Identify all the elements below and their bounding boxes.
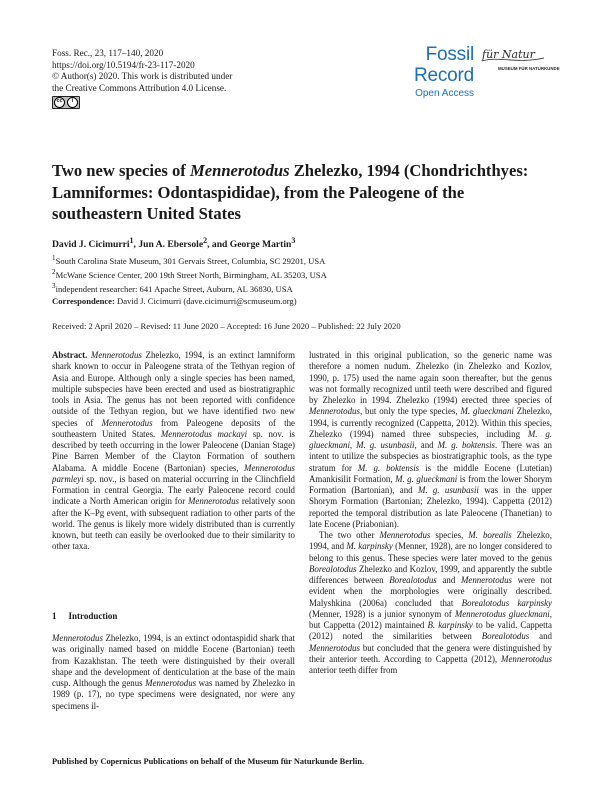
author-1-affil: 1	[129, 236, 134, 245]
open-access-label: Open Access	[415, 88, 474, 99]
affiliation-1	[52, 253, 327, 267]
italic-taxon: M. g. usunbasii	[356, 440, 415, 450]
cc-icon: cc	[54, 97, 65, 108]
text-run: is the middle Eocene (Lutetian) Amankisilit Formation,	[309, 462, 552, 484]
italic-taxon: M. karpinsky	[346, 541, 393, 552]
text-run: sp. nov., is based on material occurring in the Clinchfield Formation in central Georgia. The early Paleocene record could indicate a North American origin for	[52, 473, 295, 507]
author-3-affil: 3	[291, 236, 296, 245]
text-run: anterior teeth differ from	[309, 665, 398, 675]
abstract-label: Abstract.	[52, 350, 88, 360]
affiliation-text: independent researcher: 641 Apache Street, Auburn, AL 36830, USA	[55, 283, 293, 294]
text-run: , and	[414, 440, 438, 450]
publication-dates: Received: 2 April 2020 – Revised: 11 June 2020 – Accepted: 16 June 2020 – Published: 22 July 2020	[52, 321, 401, 331]
text-run: Zhelezko and Kozlov, 1999, and apparently the subtle differences between	[309, 563, 552, 585]
correspondence-label: Correspondence:	[52, 296, 115, 306]
italic-taxon: Borealotodus	[389, 575, 437, 585]
italic-taxon: M. g. glueckmani	[309, 428, 552, 450]
italic-taxon: M. g. boktensis	[357, 462, 420, 473]
intro-paragraph	[52, 633, 295, 712]
journal-name: Fossil Record	[413, 44, 474, 86]
citation-block	[52, 48, 232, 109]
text-run: were not evident when the morphologies were originally described. Malyshkina (2006a) concluded that	[309, 575, 552, 608]
text-run: Zhelezko, 1994, is an extinct odontaspidid shark that was originally named based on middle Eocene (Bartonian) teeth from Kazakhstan. The teeth were distinguished by their overall shape and the development of denticulation at the base of the main cusp. Although the genus	[52, 633, 295, 688]
title-genus: Mennerotodus	[189, 161, 290, 180]
section-number: 1	[52, 611, 57, 621]
affiliation-3	[52, 281, 327, 295]
doi-link[interactable]: https://doi.org/10.5194/fr-23-117-2020	[52, 59, 195, 70]
author-list	[52, 236, 295, 250]
affiliation-number: 1	[52, 254, 56, 262]
museum-logo-script: für Natur	[482, 48, 535, 61]
affiliation-number: 3	[52, 282, 56, 291]
text-run: , but Cappetta (2012) maintained	[309, 608, 552, 630]
italic-taxon: Borealotodus	[481, 631, 530, 642]
text-run: Zhelezko, 1994, and	[309, 530, 552, 552]
attribution-icon: i	[67, 97, 78, 108]
italic-taxon: Mennerotodus	[461, 575, 512, 585]
text-run: to be valid. Cappetta (2012) noted the similarities between	[309, 620, 552, 642]
text-run: (Menner, 1928), are no longer considered to belong to this genus. These species were later moved to the genus	[309, 541, 552, 563]
italic-taxon: Mennerotodus	[52, 633, 103, 643]
author-1: David J. Cicimurri	[52, 239, 130, 251]
text-run: Zhelezko, 1994, is currently recognized (Cappetta, 2012). Within this species, Zhelezko (1994) named three subspecies, including	[309, 406, 552, 439]
italic-taxon: Mennerotodus glueckmani	[454, 608, 550, 619]
abstract-text	[52, 350, 295, 551]
abstract	[52, 350, 295, 553]
text-run: , but only the type species,	[359, 406, 461, 417]
text-run: . There was an intent to utilize the subspecies as biostratigraphic tools, as the type stratum for	[309, 440, 552, 473]
text-run: and	[436, 575, 462, 585]
text-run: The two other	[319, 530, 380, 540]
text-run: ,	[349, 440, 357, 450]
paragraph-text	[309, 530, 552, 675]
article-title	[52, 160, 552, 225]
italic-taxon: M. g. usunbasii	[417, 485, 479, 495]
affiliation-number: 2	[52, 268, 56, 277]
italic-taxon: Mennerotodus	[101, 417, 153, 428]
title-part-2: Zhelezko, 1994 (Chondrichthyes: Lamniformes: Odontaspididae), from the Paleogene of the southeastern United States	[52, 161, 529, 223]
copyright-line: © Author(s) 2020. This work is distributed under	[52, 71, 233, 82]
affiliation-2	[52, 267, 327, 281]
italic-taxon: Mennerotodus	[309, 642, 360, 653]
section-title: Introduction	[68, 611, 118, 621]
introduction-body	[52, 633, 295, 712]
journal-citation: Foss. Rec., 23, 117–140, 2020	[52, 48, 164, 58]
italic-taxon: Mennerotodus	[145, 678, 197, 688]
text-run: but concluded that the genera were distinguished by their anterior teeth. According to Cappetta (2012),	[309, 642, 552, 664]
publisher-footer: Published by Copernicus Publications on behalf of the Museum für Naturkunde Berlin.	[52, 757, 365, 766]
italic-taxon: Mennerotodus	[379, 530, 431, 540]
museum-logo	[478, 44, 560, 82]
title-part-1: Two new species of	[52, 161, 190, 180]
author-3: , and George Martin	[207, 239, 292, 251]
italic-taxon: Borealotodus karpinsky	[461, 597, 552, 608]
text-run: from Paleogene deposits of the southeastern United States.	[52, 417, 295, 439]
journal-logo	[362, 44, 474, 100]
correspondence-text: David J. Cicimurri (dave.cicimurri@scmuseum.org)	[114, 296, 297, 306]
affiliation-text: South Carolina State Museum, 301 Gervais Street, Columbia, SC 29201, USA	[55, 255, 326, 266]
text-run: Zhelezko, 1994, is an extinct lamniform shark known to occur in Paleogene strata of the Tethyan region of Asia and Europe. Although only a single species has been named, multiple subspecies have been erected and used as biostratigraphic tools in Asia. The genus has not been reported with confidence outside of the Tethyan region, but we have identified two new species of	[52, 350, 295, 428]
correspondence	[52, 296, 297, 306]
text-run: lustrated in this original publication, so the generic name was therefore a nomen nudum. Zhelezko (in Zhelezko and Kozlov, 1990, p. 175) used the name again soon thereafter, but the genus was not formally recognized until teeth were described and figured by Zhelezko in 1994. Zhelezko (1994) erected three species of	[309, 350, 552, 405]
section-heading	[52, 611, 117, 621]
italic-taxon: M. g. boktensis	[437, 440, 495, 450]
text-run: (Menner, 1928) is a junior synonym of	[309, 608, 455, 619]
affiliations	[52, 253, 327, 295]
text-run: is from the lower Shorym Formation (Bartonian), and	[309, 473, 552, 495]
italic-taxon: Mennerotodus	[188, 496, 239, 507]
text-run: was named by Zhelezko in 1989 (p. 17), no type specimens were designated, nor were any specimens il-	[52, 678, 295, 711]
intro-paragraph-cont	[309, 350, 552, 530]
intro-paragraph-2	[309, 530, 552, 676]
abstract-paragraph	[52, 350, 295, 553]
italic-taxon: Mennerotodus mackayi	[160, 428, 248, 439]
italic-taxon: Mennerotodus	[501, 653, 552, 664]
text-run: relatively soon after the K–Pg event, with subsequent radiation to other parts of the world. The genus is likely more widely distributed than is currently known, but teeth can easily be overlooked due to their similarity to other taxa.	[52, 496, 296, 552]
author-2-affil: 2	[203, 236, 208, 245]
text-run: and	[529, 631, 552, 642]
italic-taxon: Mennerotodus	[90, 350, 142, 360]
italic-taxon: M. glueckmani	[460, 406, 514, 417]
author-2: , Jun A. Ebersole	[133, 239, 204, 251]
license-line: the Creative Commons Attribution 4.0 License.	[52, 82, 227, 93]
italic-taxon: Mennerotodus	[309, 406, 360, 417]
italic-taxon: M. borealis	[468, 530, 512, 540]
affiliation-text: McWane Science Center, 200 19th Street North, Birmingham, AL 35203, USA	[55, 269, 327, 280]
museum-logo-wordmark: MUSEUM FÜR NATURKUNDE	[498, 66, 560, 71]
italic-taxon: B. karpinsky	[427, 620, 473, 630]
right-column	[309, 350, 552, 676]
cc-by-license-badge[interactable]	[52, 96, 80, 109]
italic-taxon: Borealotodus	[309, 563, 357, 574]
text-run: sp. nov. is described by teeth occurring in the lower Paleocene (Danian Stage) Pine Barren Member of the Clayton Formation of southern Alabama. A middle Eocene (Bartonian) species,	[52, 428, 296, 473]
italic-taxon: M. g. glueckmani	[395, 473, 458, 484]
text-run: species,	[430, 530, 469, 540]
text-run: was in the upper Shorym Formation (Bartonian; Zhelezko, 1994). Cappetta (2012) reported the temporal distribution as late Paleocene (Thanetian) to late Eocene (Priabonian).	[309, 485, 553, 529]
italic-taxon: Mennerotodus parmleyi	[52, 462, 295, 484]
